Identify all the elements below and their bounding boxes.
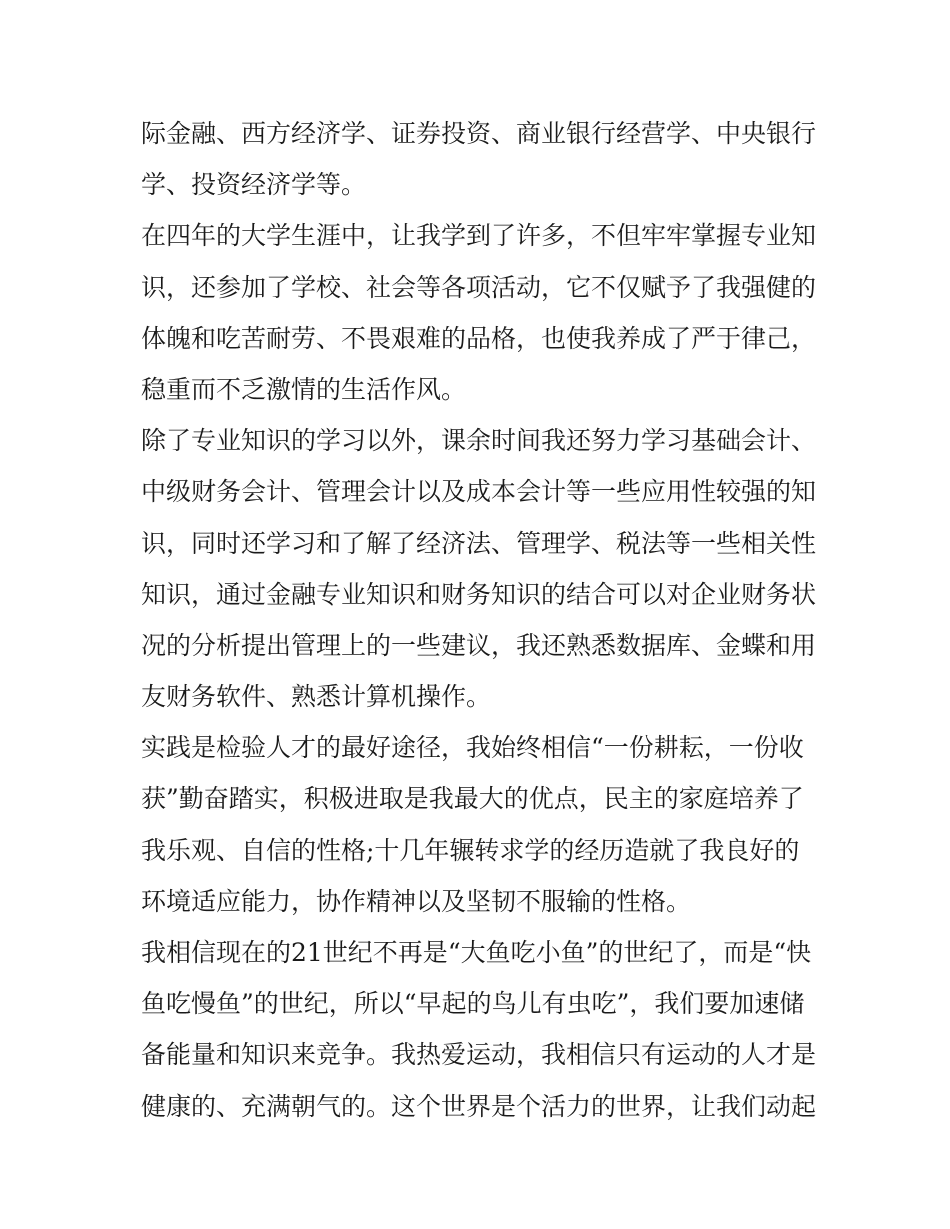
text-line: 获”勤奋踏实，积极进取是我最大的优点，民主的家庭培养了: [141, 784, 804, 814]
text-line: 体魄和吃苦耐劳、不畏艰难的品格，也使我养成了严于律己，: [141, 323, 817, 353]
text-line: 健康的、充满朝气的。这个世界是个活力的世界，让我们动起: [141, 1091, 817, 1121]
body-text: [141, 108, 821, 1132]
text-line: 我乐观、自信的性格;十几年辗转求学的经历造就了我良好的: [141, 835, 800, 865]
text-line: 环境适应能力，协作精神以及坚韧不服输的性格。: [141, 886, 692, 916]
text-line: 友财务软件、熟悉计算机操作。: [141, 682, 492, 712]
text-line: 实践是检验人才的最好途径，我始终相信“一份耕耘，一份收: [141, 733, 804, 763]
text-line: 况的分析提出管理上的一些建议，我还熟悉数据库、金蝶和用: [141, 630, 817, 660]
text-line: 中级财务会计、管理会计以及成本会计等一些应用性较强的知: [141, 477, 817, 507]
text-line: 稳重而不乏激情的生活作风。: [141, 374, 467, 404]
text-line: 备能量和知识来竞争。我热爱运动，我相信只有运动的人才是: [141, 1040, 817, 1070]
text-line: 在四年的大学生涯中，让我学到了许多，不但牢牢掌握专业知: [141, 221, 817, 251]
text-line: 际金融、西方经济学、证券投资、商业银行经营学、中央银行: [141, 119, 817, 148]
text-line: 识，还参加了学校、社会等各项活动，它不仅赋予了我强健的: [141, 272, 817, 302]
text-line: 知识，通过金融专业知识和财务知识的结合可以对企业财务状: [141, 579, 817, 609]
text-line: 除了专业知识的学习以外，课余时间我还努力学习基础会计、: [141, 426, 817, 456]
text-line: 识，同时还学习和了解了经济法、管理学、税法等一些相关性: [141, 528, 817, 558]
text-line: 鱼吃慢鱼”的世纪，所以“早起的鸟儿有虫吃”，我们要加速储: [141, 989, 805, 1019]
text-line: 我相信现在的21世纪不再是“大鱼吃小鱼”的世纪了，而是“快: [141, 938, 812, 967]
text-line: 学、投资经济学等。: [141, 170, 367, 200]
